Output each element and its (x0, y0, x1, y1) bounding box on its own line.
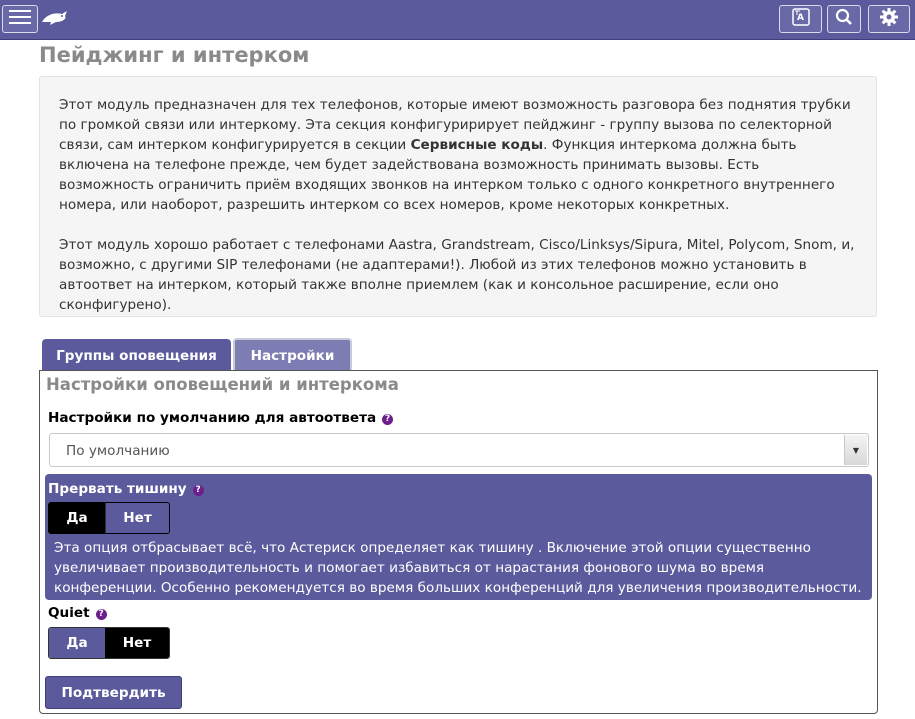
language-icon (792, 8, 810, 30)
quiet-label-text: Quiet (48, 605, 90, 621)
description-paragraph-2: Этот модуль хорошо работает с телефонами Aastra, Grandstream, Cisco/Linksys/Sipura, Mitel, Polycom, Snom, и, возможно, с другими SIP телефонами (не адаптерами!). Любой из этих телефонов можно установить в автоответ на интерком, который также вполне приемлем (как и консольное расширение, если оно сконфигурено). (59, 237, 855, 313)
quiet-no-option[interactable]: Нет (105, 628, 169, 658)
top-navbar (0, 0, 915, 40)
autoanswer-selected-value: По умолчанию (66, 443, 170, 459)
drop-silence-yes-option[interactable]: Да (49, 503, 105, 533)
description-text: Этот модуль предназначен для тех телефонов, которые имеют возможность разговора без поднятия трубки по громкой связи или интеркому. Эта секция конфигуририрует пейджинг - группу вызова по селекторной связи, сам интерком конфигурируется в секции (59, 97, 851, 153)
autoanswer-label (48, 410, 393, 426)
submit-button[interactable]: Подтвердить (45, 676, 182, 709)
language-button[interactable] (779, 5, 822, 33)
tab-settings[interactable]: Настройки (233, 338, 352, 372)
chevron-down-icon[interactable]: ▼ (844, 435, 867, 465)
drop-silence-label (48, 481, 204, 497)
panel-title: Настройки оповещений и интеркома (46, 375, 399, 394)
settings-panel (39, 370, 878, 714)
drop-silence-help-text: Эта опция отбрасывает всё, что Астериск определяет как тишину . Включение этой опции существенно увеличивает производительность и помогает избавиться от нарастания фонового шума во время конференции. Особенно рекомендуется во время больших конференций для увеличения производительности. (54, 540, 862, 596)
quiet-yes-option[interactable]: Да (49, 628, 105, 658)
page-title: Пейджинг и интерком (39, 43, 310, 67)
autoanswer-label-text: Настройки по умолчанию для автоответа (48, 410, 377, 426)
help-icon[interactable]: ? (382, 414, 393, 425)
gear-icon (879, 7, 899, 31)
autoanswer-select[interactable] (49, 433, 869, 467)
svg-text:A: A (796, 13, 804, 23)
quiet-toggle[interactable] (48, 627, 170, 659)
menu-icon (9, 9, 31, 29)
drop-silence-no-option[interactable]: Нет (105, 503, 169, 533)
help-icon[interactable]: ? (96, 609, 107, 620)
drop-silence-toggle[interactable] (48, 502, 170, 534)
search-button[interactable] (827, 5, 861, 33)
drop-silence-section (45, 474, 872, 600)
module-description (39, 76, 877, 317)
quiet-label (48, 605, 107, 621)
logo-icon[interactable] (40, 7, 70, 29)
drop-silence-label-text: Прервать тишину (48, 481, 187, 497)
menu-button[interactable] (2, 5, 38, 33)
description-paragraph-1 (59, 95, 857, 215)
settings-button[interactable] (868, 5, 910, 33)
tab-page-groups[interactable]: Группы оповещения (42, 339, 231, 372)
search-icon (835, 8, 853, 30)
feature-codes-link-text: Сервисные коды (410, 137, 544, 153)
help-icon[interactable]: ? (193, 485, 204, 496)
description-text: . Функция интеркома должна быть включена на телефоне прежде, чем будет задействована возможность принимать вызовы. Есть возможность ограничить приём входящих звонков на интерком только с одного конкретного внутреннего номера, или наоборот, разрешить интерком со всех номеров, кроме некоторых конкретных. (59, 137, 835, 213)
